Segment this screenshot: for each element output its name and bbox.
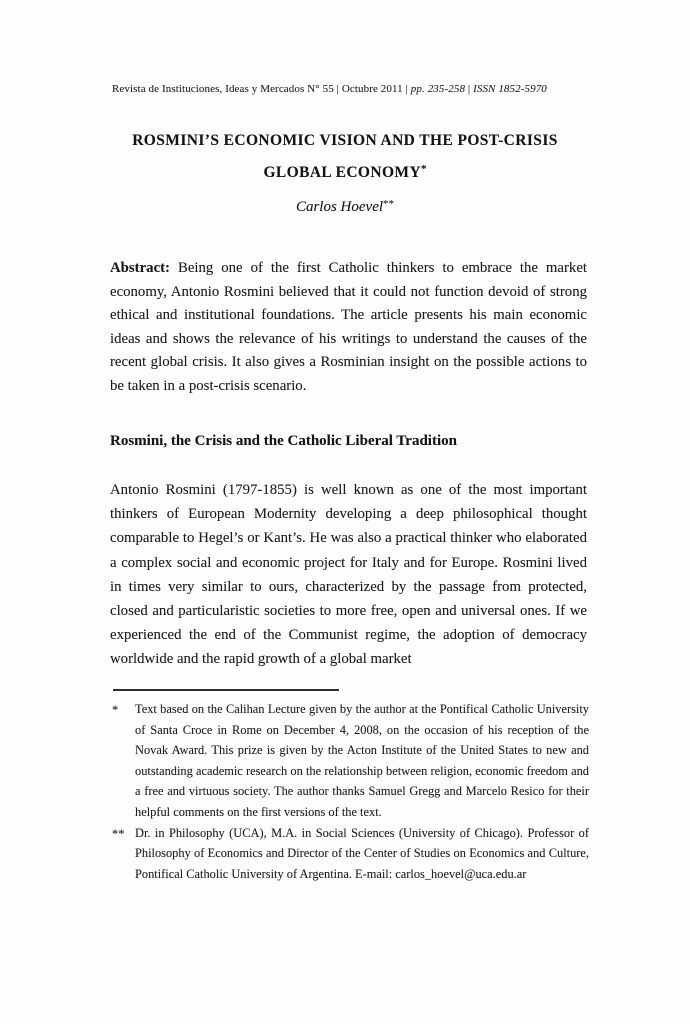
footnote-marker: ** [112, 826, 125, 841]
author-name: Carlos Hoevel [295, 199, 384, 215]
article-title [55, 127, 635, 187]
footnote-marker: * [112, 703, 119, 717]
footnote-asterisk [112, 699, 589, 823]
section-heading: Rosmini, the Crisis and the Catholic Liberal Tradition [110, 433, 457, 449]
footnote-separator-rule [113, 689, 339, 691]
footnote-text: Text based on the Calihan Lecture given by the author at the Pontifical Catholic University of Santa Croce in Rome on December 4, 2008, on the occasion of his reception of the Novak Award. This prize is given by the Acton Institute of the United States to new and outstanding academic research on the relationship between religion, economic freedom and a free and virtuous society. The author thanks Samuel Gregg and Marcelo Resico for their helpful comments on the first versions of the text. [135, 702, 589, 819]
footnote-text: Dr. in Philosophy (UCA), M.A. in Social Sciences (University of Chicago). Professor of Philosophy of Economics and Director of the Center of Studies on Economics and Culture, Pontifical Catholic University of Argentina. E-mail: carlos_hoevel@uca.edu.ar [135, 825, 589, 881]
body-paragraph: Antonio Rosmini (1797-1855) is well known as one of the most important thinkers of European Modernity developing a deep philosophical thought comparable to Hegel’s or Kant’s. He was also a practical thinker who elaborated a complex social and economic project for Italy and for Europe. Rosmini lived in times very similar to ours, characterized by the passage from protected, closed and particularistic societies to more free, open and universal ones. If we experienced the end of the Communist regime, the adoption of democracy worldwide and the rapid growth of a global market [110, 482, 587, 668]
author-line [55, 194, 635, 217]
journal-running-head [112, 82, 590, 96]
abstract-label: Abstract: [110, 260, 170, 276]
journal-page-range: pp. 235-258 [410, 83, 466, 95]
abstract-paragraph [110, 257, 587, 399]
title-footnote-mark: * [421, 163, 427, 175]
footnotes-block [112, 699, 589, 884]
journal-issn: ISSN 1852-5970 [473, 83, 547, 95]
footnote-double-asterisk [112, 823, 589, 885]
article-title-line-2: GLOBAL ECONOMY* [263, 163, 427, 181]
abstract-text: Being one of the first Catholic thinkers to embrace the market economy, Antonio Rosmini believed that it could not function devoid of strong ethical and institutional foundations. The article presents his main economic ideas and shows the relevance of his writings to understand the causes of the recent global crisis. It also gives a Rosminian insight on the possible actions to be taken in a post-crisis scenario. [110, 260, 587, 394]
author-footnote-mark: ** [383, 198, 395, 210]
journal-divider: | [465, 83, 474, 95]
article-title-line-1: ROSMINI’S ECONOMIC VISION AND THE POST-CRISIS [132, 132, 558, 149]
journal-name-and-issue: Revista de Instituciones, Ideas y Mercados N° 55 | Octubre 2011 | [112, 83, 411, 95]
